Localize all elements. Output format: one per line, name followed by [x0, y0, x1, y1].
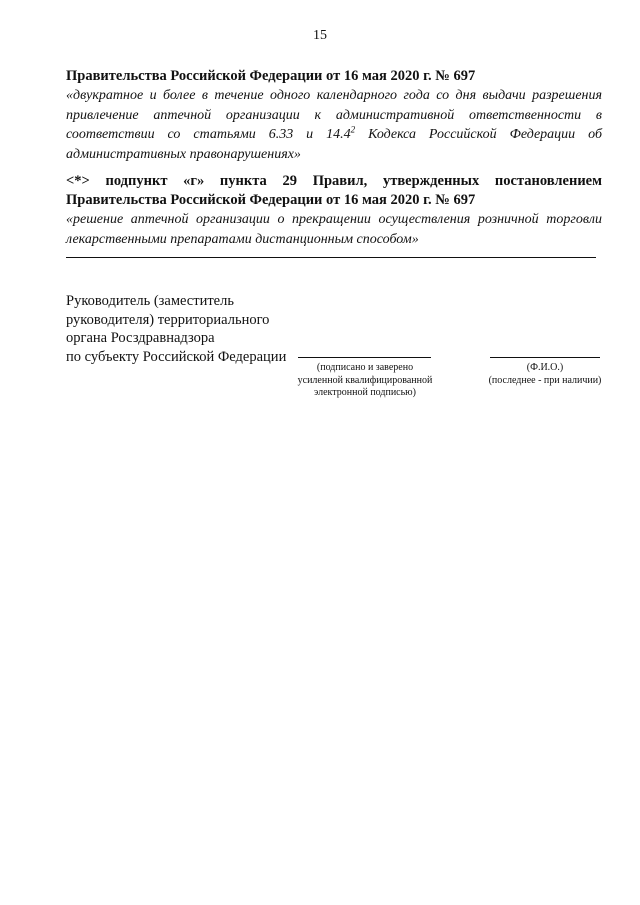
footnote-item-2: [66, 172, 602, 249]
quote-line: лекарственными препаратами дистанционным способом»: [66, 231, 419, 247]
signature-caption: [280, 362, 450, 400]
name-caption: [470, 362, 620, 387]
quote-line: привлечение аптечной организации к административной ответственности в: [66, 107, 602, 123]
name-line: [490, 357, 600, 358]
footnote-heading: <*> подпункт «г» пункта 29 Правил, утвержденных постановлением: [66, 173, 602, 189]
article-superscript: 2: [350, 124, 356, 135]
quote-line-with-superscript: [66, 125, 602, 145]
signer-title: [66, 292, 286, 366]
caption-line: (последнее - при наличии): [488, 374, 602, 386]
signer-line: органа Росздравнадзора: [66, 330, 215, 346]
footnote-quote: [66, 210, 602, 249]
caption-line: электронной подписью): [314, 387, 416, 398]
signature-line: [298, 357, 431, 358]
page-number: 15: [313, 28, 327, 43]
footnote-item-1: [66, 67, 602, 164]
quote-line: «решение аптечной организации о прекращении осуществления розничной торговли: [66, 212, 602, 227]
footnote-quote: [66, 86, 602, 164]
signer-line: руководителя) территориального: [66, 311, 270, 328]
caption-line: (подписано и заверено: [316, 362, 414, 373]
quote-line: «двукратное и более в течение одного календарного года со дня выдачи разрешения: [66, 88, 602, 103]
footnote-heading: Правительства Российской Федерации от 16 мая 2020 г. № 697: [66, 68, 476, 84]
signer-line: по субъекту Российской Федерации: [66, 348, 287, 365]
caption-line: усиленной квалифицированной: [297, 374, 433, 386]
quote-text: соответствии со статьями 6.33 и 14.4: [66, 127, 351, 142]
signer-line: Руководитель (заместитель: [66, 293, 234, 309]
caption-line: (Ф.И.О.): [526, 362, 564, 373]
separator-line: [66, 257, 596, 258]
quote-text: Кодекса Российской Федерации об: [355, 127, 602, 142]
quote-line: административных правонарушениях»: [66, 146, 301, 162]
footnote-heading: Правительства Российской Федерации от 16 мая 2020 г. № 697: [66, 192, 476, 208]
